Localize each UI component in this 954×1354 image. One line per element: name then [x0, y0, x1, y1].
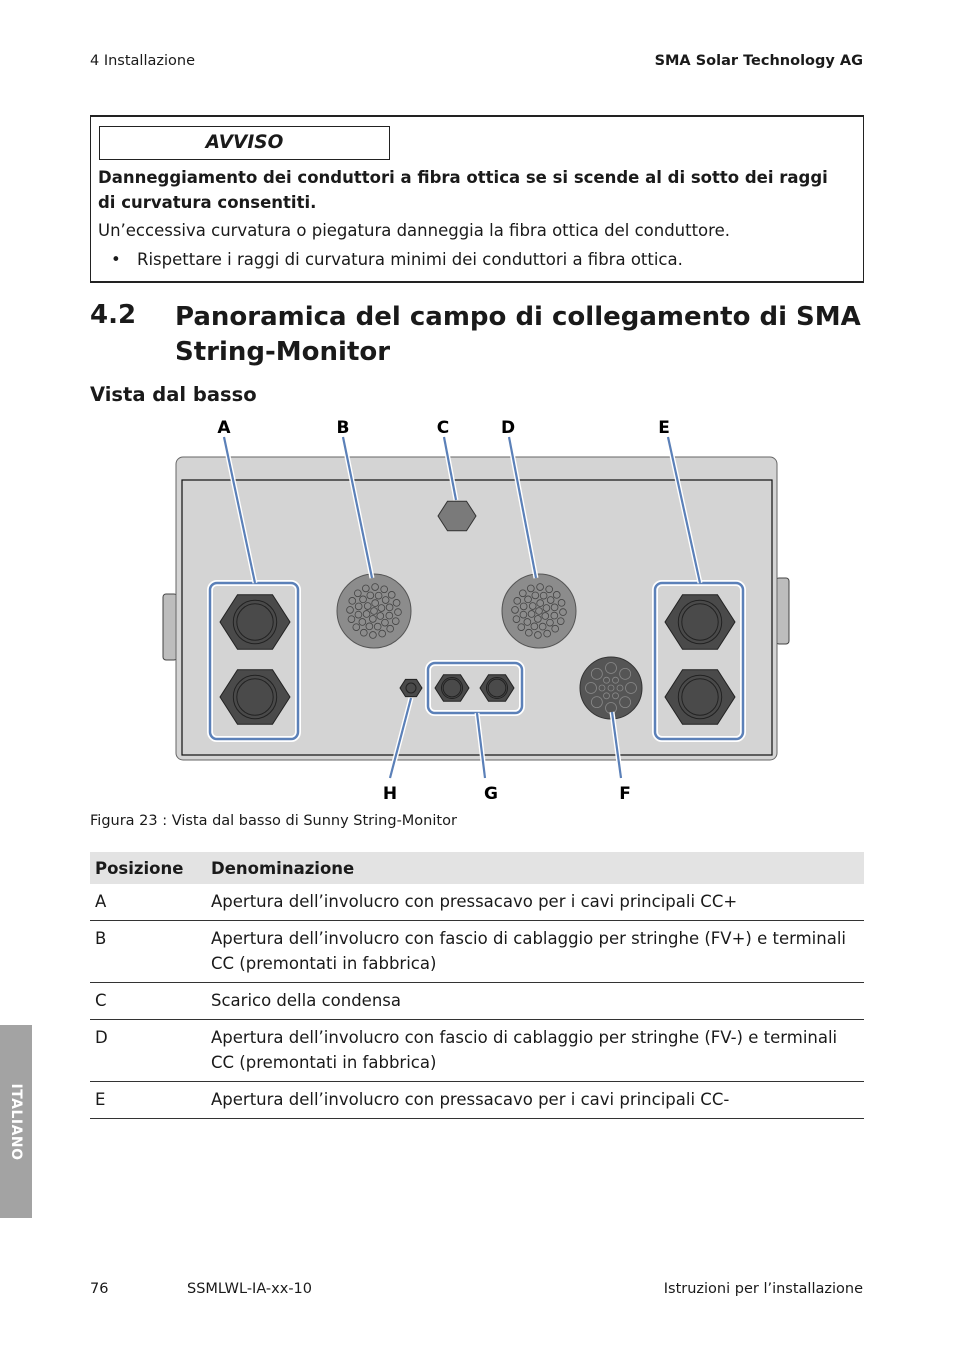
table-row — [90, 1020, 864, 1082]
position-table — [90, 852, 864, 1119]
vent-H — [400, 679, 422, 696]
row-description: Apertura dell’involucro con pressacavo per i cavi principali CC- — [206, 1082, 864, 1119]
page-number: 76 — [90, 1281, 109, 1297]
document-type: Istruzioni per l’installazione — [663, 1281, 863, 1297]
label-G: G — [484, 784, 498, 804]
row-description: Apertura dell’involucro con pressacavo per i cavi principali CC+ — [206, 884, 864, 921]
row-position: A — [90, 884, 206, 921]
table-row — [90, 921, 864, 983]
table-row — [90, 983, 864, 1020]
header-company: SMA Solar Technology AG — [654, 53, 863, 69]
notice-bullet: • Rispettare i raggi di curvatura minimi dei conduttori a fibra ottica. — [111, 250, 683, 269]
label-B: B — [336, 418, 350, 438]
label-E: E — [658, 418, 670, 438]
subheading: Vista dal basso — [90, 383, 257, 406]
row-position: B — [90, 921, 206, 983]
notice-body: Un’eccessiva curvatura o piegatura danneggia la fibra ottica del conduttore. — [98, 221, 730, 240]
header-section: 4 Installazione — [90, 53, 195, 69]
row-description: Scarico della condensa — [206, 983, 864, 1020]
table-row — [90, 884, 864, 921]
notice-heading: Danneggiamento dei conduttori a fibra ottica se si scende al di sotto dei raggi di curvatura consentiti. — [98, 168, 828, 212]
row-position: E — [90, 1082, 206, 1119]
label-F: F — [619, 784, 631, 804]
row-position: D — [90, 1020, 206, 1082]
language-label: ITALIANO — [8, 1082, 24, 1161]
cable-harness-D — [502, 574, 576, 648]
document-code: SSMLWL-IA-xx-10 — [187, 1281, 313, 1297]
row-description: Apertura dell’involucro con fascio di cablaggio per stringhe (FV-) e terminali CC (premontati in fabbrica) — [206, 1020, 864, 1082]
table-row — [90, 1082, 864, 1119]
figure-caption: Figura 23 : Vista dal basso di Sunny String-Monitor — [90, 813, 457, 829]
label-A: A — [217, 418, 231, 438]
section-title: Panoramica del campo di collegamento di SMA String-Monitor — [175, 302, 861, 367]
cable-harness-B — [337, 574, 411, 648]
row-description: Apertura dell’involucro con fascio di cablaggio per stringhe (FV+) e terminali CC (premontati in fabbrica) — [206, 921, 864, 983]
label-D: D — [500, 418, 516, 438]
header-description: Denominazione — [206, 852, 864, 884]
language-tab — [0, 1025, 32, 1218]
cable-gland-F — [580, 657, 642, 719]
notice-bullet-text: Rispettare i raggi di curvatura minimi dei conduttori a fibra ottica. — [137, 250, 683, 269]
notice-title: AVVISO — [99, 126, 390, 160]
label-C: C — [436, 418, 450, 438]
label-H: H — [382, 784, 398, 804]
section-number: 4.2 — [90, 300, 137, 330]
row-position: C — [90, 983, 206, 1020]
header-position: Posizione — [90, 852, 206, 884]
